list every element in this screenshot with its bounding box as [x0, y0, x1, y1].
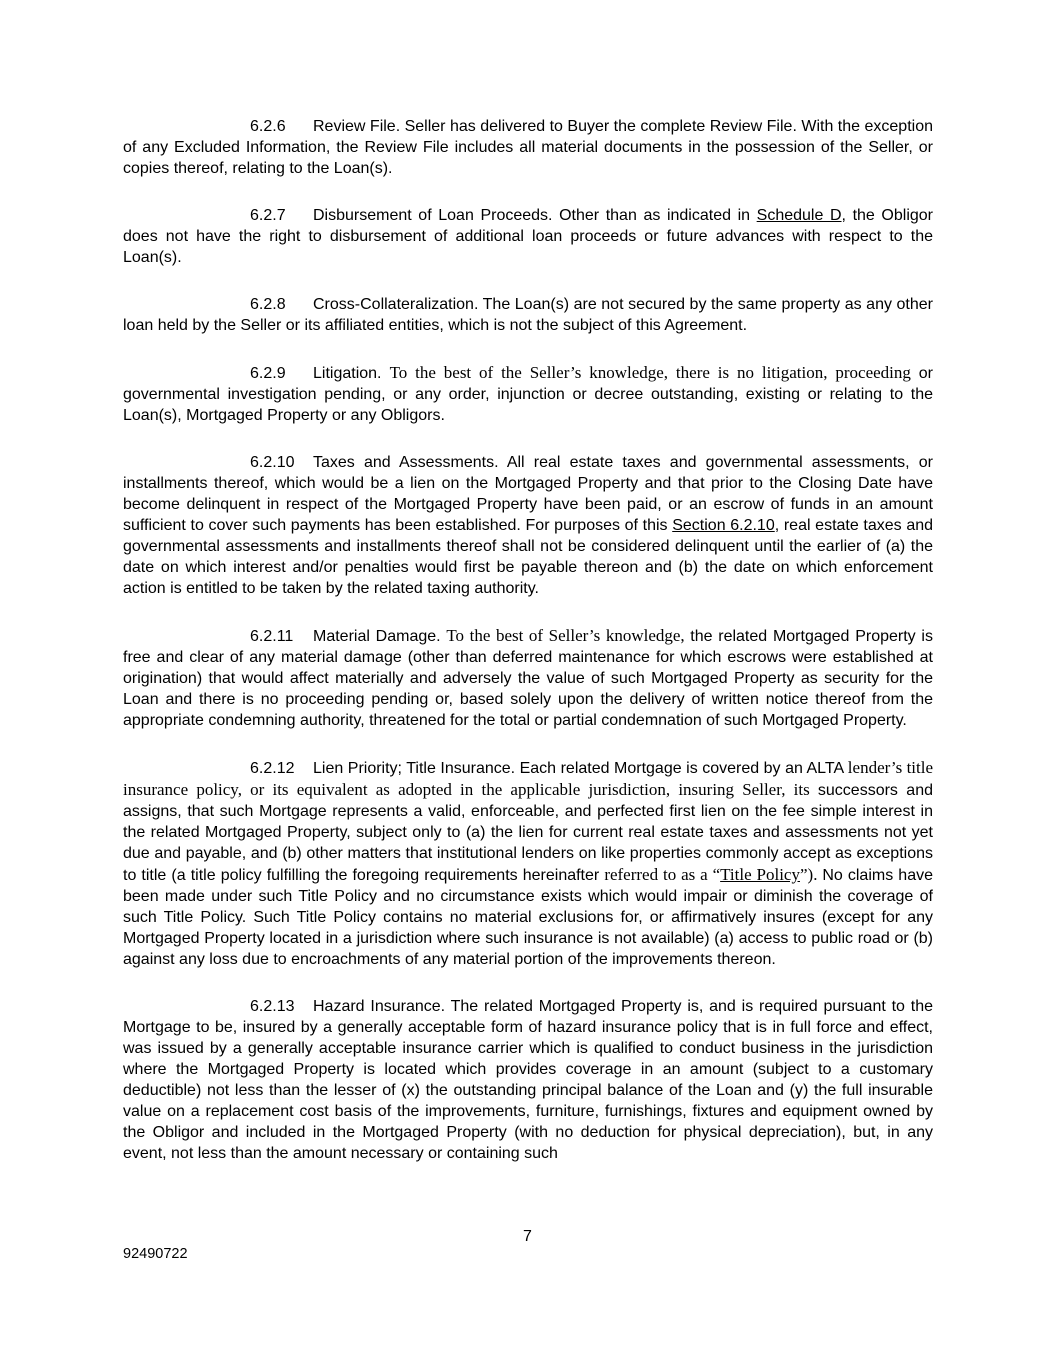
- section-number: 6.2.13: [250, 998, 295, 1015]
- page-number: 7: [523, 1228, 532, 1245]
- text-run: Disbursement of Loan Proceeds. Other than as indicated in: [313, 207, 757, 224]
- text-run: Title Policy: [720, 865, 800, 884]
- section-number: 6.2.11: [250, 628, 294, 645]
- text-run: ”).: [799, 865, 823, 884]
- contract-paragraph: [123, 452, 933, 599]
- section-number: 6.2.12: [250, 760, 295, 777]
- contract-paragraph: [123, 205, 933, 268]
- contract-paragraph: [123, 116, 933, 179]
- text-run: , real estate taxes and governmental assessments and installments thereof shall not be considered delinquent until the earlier of (a) the date on which interest and/or penalties would first be payable thereon and (b) the date on which enforcement action is entitled to be taken by the related taxing authority.: [123, 517, 934, 597]
- text-run: To the best of Seller’s knowledge,: [446, 626, 691, 645]
- text-run: Lien Priority; Title Insurance. Each related Mortgage is covered by an ALTA: [313, 760, 848, 777]
- text-run: referred to as a “: [604, 865, 721, 884]
- section-number: 6.2.10: [250, 454, 295, 471]
- text-run: lender’s title insurance policy, or its equivalent as adopted in the applicable jurisdiction, insuring Seller, its: [123, 758, 934, 799]
- text-run: Hazard Insurance. The related Mortgaged Property is, and is required pursuant to the Mortgage to be, insured by a generally acceptable form of hazard insurance policy that is in full force and effect, was issued by a generally acceptable insurance carrier which is qualified to conduct business in the jurisdiction where the Mortgaged Property is located which provides coverage in an amount (subject to a customary deductible) not less than the lesser of (x) the outstanding principal balance of the Loan and (y) the full insurable value on a replacement cost basis of the improvements, furniture, furnishings, fixtures and equipment owned by the Obligor and included in the Mortgaged Property (with no deduction for physical depreciation), but, in any event, not less than the amount necessary or containing such: [123, 998, 933, 1162]
- text-run: , the Obligor does not have the right to disbursement of additional loan proceeds or future advances with respect to the Loan(s).: [123, 207, 933, 266]
- document-body: [123, 116, 933, 1164]
- contract-paragraph: [123, 362, 933, 426]
- text-run: the related Mortgaged Property is free and clear of any material damage (other than deferred maintenance for which escrows were established at origination) that would affect materially and adversely the value of such Mortgaged Property as security for the Loan and there is no proceeding pending or, based solely upon the delivery of written notice thereof from the appropriate condemning authority, threatened for the total or partial condemnation of such Mortgaged Property.: [123, 628, 933, 729]
- contract-paragraph: [123, 996, 933, 1164]
- text-run: Material Damage.: [313, 628, 447, 645]
- section-number: 6.2.7: [250, 207, 286, 224]
- section-number: 6.2.6: [250, 118, 286, 135]
- text-run: No claims have been made under such Title Policy and no circumstance exists which would impair or diminish the coverage of such Title Policy. Such Title Policy contains no material exclusions for, or affirmatively insures (except for any Mortgaged Property located in a jurisdiction where such insurance is not available) (a) access to public road or (b) against any loss due to encroachments of any material portion of the improvements thereon.: [123, 867, 933, 968]
- section-number: 6.2.8: [250, 296, 286, 313]
- text-run: Cross-Collateralization. The Loan(s) are not secured by the same property as any other loan held by the Seller or its affiliated entities, which is not the subject of this Agreement.: [123, 296, 933, 334]
- text-run: or governmental investigation pending, or any order, injunction or decree outstanding, existing or relating to the Loan(s), Mortgaged Property or any Obligors.: [123, 365, 933, 424]
- contract-paragraph: [123, 757, 933, 970]
- section-number: 6.2.9: [250, 365, 286, 382]
- contract-paragraph: [123, 625, 933, 731]
- doc-number: 92490722: [123, 1246, 188, 1262]
- text-run: To the best of the Seller’s knowledge, there is no litigation, proceeding: [389, 363, 919, 382]
- text-run: Taxes and Assessments. All real estate taxes and governmental assessments, or installments thereof, which would be a lien on the Mortgaged Property and that prior to the Closing Date have become delinquent in respect of the Mortgaged Property have been paid, or an escrow of funds in an amount sufficient to cover such payments has been established. For purposes of this: [123, 454, 933, 534]
- text-run: Litigation.: [313, 365, 390, 382]
- contract-paragraph: [123, 294, 933, 336]
- text-run: Schedule D: [756, 207, 842, 224]
- text-run: Section 6.2.10: [672, 517, 775, 534]
- text-run: Review File. Seller has delivered to Buyer the complete Review File. With the exception of any Excluded Information, the Review File includes all material documents in the possession of the Seller, or copies thereof, relating to the Loan(s).: [123, 118, 933, 177]
- text-run: successors and assigns, that such Mortgage represents a valid, enforceable, and perfected first lien on the fee simple interest in the related Mortgaged Property, subject only to (a) the lien for current real estate taxes and assessments not yet due and payable, and (b) other matters that institutional lenders on like properties commonly accept as exceptions to title (a title policy fulfilling the foregoing requirements hereinafter: [123, 782, 933, 884]
